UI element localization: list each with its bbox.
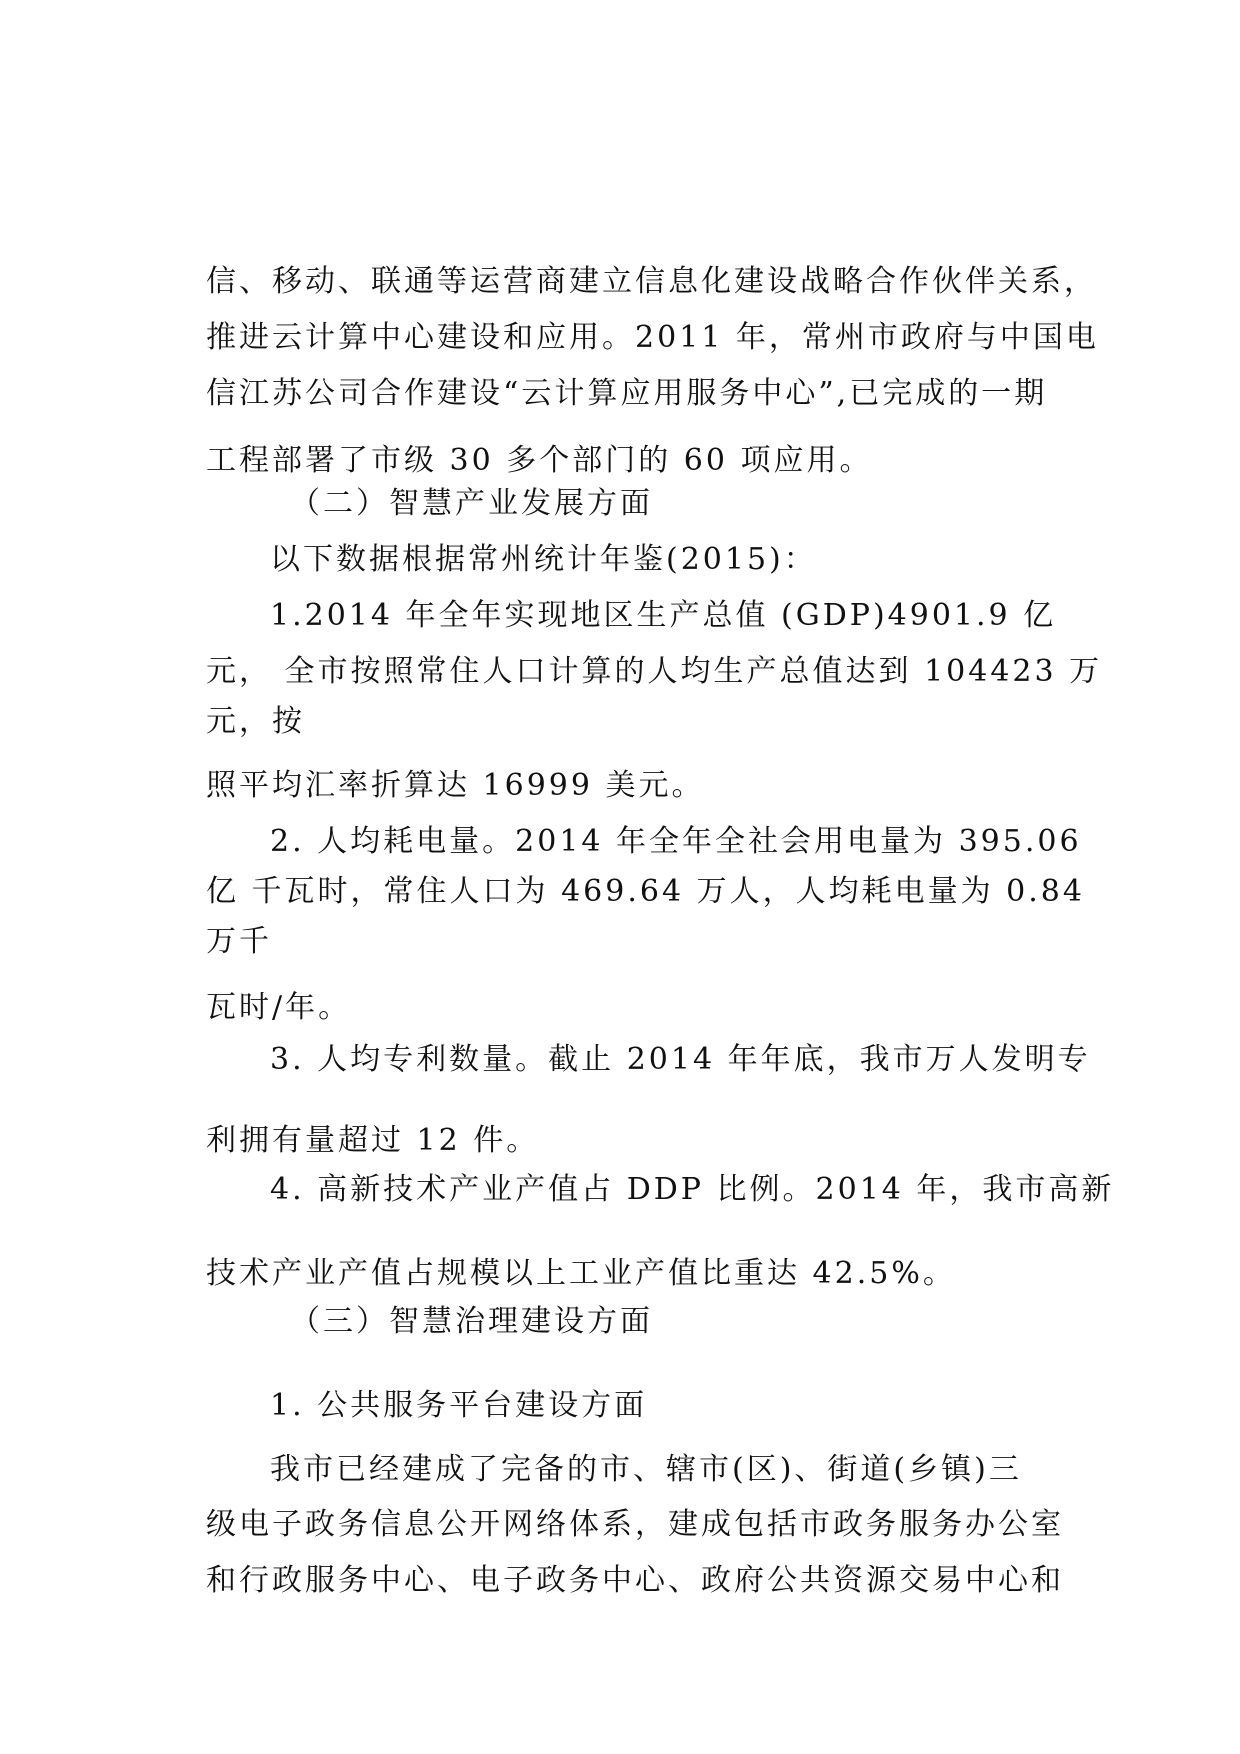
text-line-21: 我市已经建成了完备的市、辖市(区)、街道(乡镇)三 [270,1452,1022,1487]
text-line-3: 信江苏公司合作建设“云计算应用服务中心”,已完成的一期 [206,376,1048,411]
section-heading-2: （二）智慧产业发展方面 [290,486,653,521]
text-line-9: 元，按 [206,704,305,739]
text-line-14: 瓦时/年。 [206,990,352,1025]
text-line-20: 1. 公共服务平台建设方面 [270,1388,648,1423]
text-line-6: 以下数据根据常州统计年鉴(2015)： [270,542,817,577]
text-line-16: 利拥有量超过 12 件。 [206,1123,540,1158]
text-line-15: 3. 人均专利数量。截止 2014 年年底，我市万人发明专 [270,1042,1091,1077]
text-line-17: 4. 高新技术产业产值占 DDP 比例。2014 年，我市高新 [270,1172,1115,1207]
text-line-4: 工程部署了市级 30 多个部门的 60 项应用。 [206,443,873,478]
text-line-12: 亿 千瓦时，常住人口为 469.64 万人，人均耗电量为 0.84 [206,874,1085,909]
section-heading-3: （三）智慧治理建设方面 [290,1304,653,1339]
text-line-23: 和行政服务中心、电子政务中心、政府公共资源交易中心和 [206,1563,1064,1598]
text-line-18: 技术产业产值占规模以上工业产值比重达 42.5%。 [206,1256,956,1291]
text-line-13: 万千 [206,924,272,959]
text-line-11: 2. 人均耗电量。2014 年全年全社会用电量为 395.06 [270,824,1082,859]
text-line-8: 元， 全市按照常住人口计算的人均生产总值达到 104423 万 [206,654,1103,689]
text-line-2: 推进云计算中心建设和应用。2011 年，常州市政府与中国电 [206,320,1099,355]
text-line-22: 级电子政务信息公开网络体系，建成包括市政务服务办公室 [206,1507,1064,1542]
text-line-7: 1.2014 年全年实现地区生产总值 (GDP)4901.9 亿 [270,598,1057,633]
text-line-1: 信、移动、联通等运营商建立信息化建设战略合作伙伴关系， [206,264,1097,299]
text-line-10: 照平均汇率折算达 16999 美元。 [206,768,705,803]
